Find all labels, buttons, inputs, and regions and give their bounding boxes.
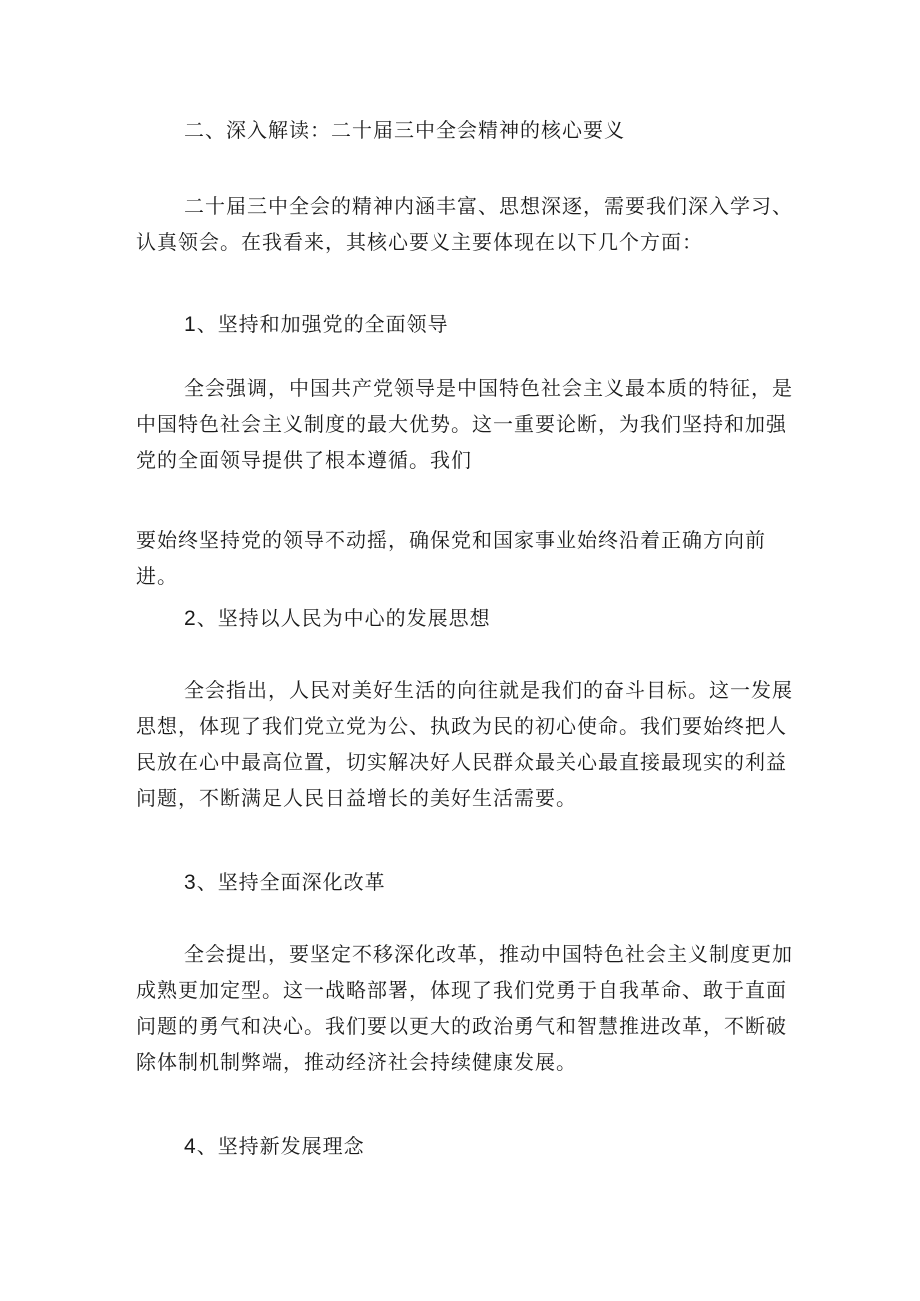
item-number: 4 <box>184 1135 197 1158</box>
item-number: 1 <box>184 313 197 336</box>
section-title: 二、深入解读：二十届三中全会精神的核心要义 <box>184 118 625 142</box>
item-separator: 、 <box>196 870 218 894</box>
item-title: 坚持和加强党的全面领导 <box>217 312 449 336</box>
item-separator: 、 <box>196 606 218 630</box>
intro-paragraph: 二十届三中全会的精神内涵丰富、思想深逐，需要我们深入学习、认真领会。在我看来，其核心要义主要体现在以下几个方面： <box>136 194 793 254</box>
item-heading-2 <box>184 600 491 637</box>
item-title: 坚持全面深化改革 <box>217 870 386 894</box>
item-title: 坚持以人民为中心的发展思想 <box>217 606 491 630</box>
item-body-1-continuation: 要始终坚持党的领导不动摇，确保党和国家事业始终沿着正确方向前进。 <box>136 528 766 588</box>
item-title: 坚持新发展理念 <box>217 1134 365 1158</box>
item-body-1: 全会强调，中国共产党领导是中国特色社会主义最本质的特征，是中国特色社会主义制度的最大优势。这一重要论断，为我们坚持和加强党的全面领导提供了根本遵循。我们 <box>136 376 793 472</box>
item-separator: 、 <box>196 1134 218 1158</box>
item-heading-3 <box>184 864 386 901</box>
item-number: 2 <box>184 607 197 630</box>
item-body-3: 全会提出，要坚定不移深化改革，推动中国特色社会主义制度更加成熟更加定型。这一战略部署，体现了我们党勇于自我革命、敢于直面问题的勇气和决心。我们要以更大的政治勇气和智慧推进改革，不断破除体制机制弊端，推动经济社会持续健康发展。 <box>136 942 793 1074</box>
item-heading-1 <box>184 306 449 343</box>
item-heading-4 <box>184 1128 365 1165</box>
item-body-2: 全会指出，人民对美好生活的向往就是我们的奋斗目标。这一发展思想，体现了我们党立党为公、执政为民的初心使命。我们要始终把人民放在心中最高位置，切实解决好人民群众最关心最直接最现实的利益问题，不断满足人民日益增长的美好生活需要。 <box>136 678 793 810</box>
item-separator: 、 <box>196 312 218 336</box>
item-number: 3 <box>184 871 197 894</box>
